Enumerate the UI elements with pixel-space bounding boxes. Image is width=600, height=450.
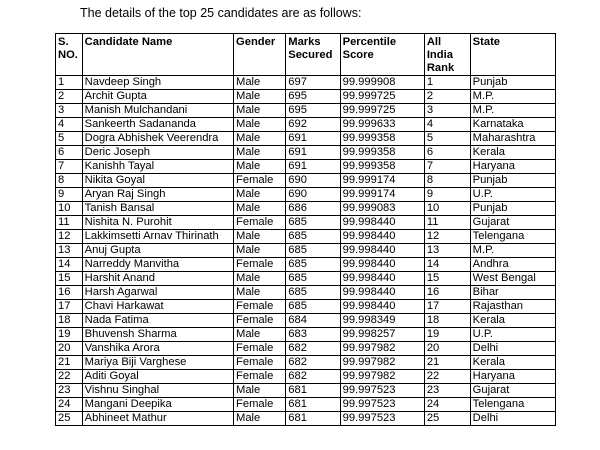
cell-marks: 695 — [286, 90, 340, 104]
cell-candidate-name: Lakkimsetti Arnav Thirinath — [82, 230, 233, 244]
cell-s-no: 6 — [56, 146, 83, 160]
cell-marks: 697 — [286, 76, 340, 90]
table-row — [56, 412, 556, 426]
cell-percentile: 99.999174 — [340, 188, 424, 202]
cell-marks: 683 — [286, 328, 340, 342]
cell-percentile: 99.999725 — [340, 104, 424, 118]
cell-state: M.P. — [470, 90, 555, 104]
cell-s-no: 20 — [56, 342, 83, 356]
cell-candidate-name: Narreddy Manvitha — [82, 258, 233, 272]
table-row — [56, 146, 556, 160]
cell-candidate-name: Manish Mulchandani — [82, 104, 233, 118]
table-row — [56, 244, 556, 258]
cell-s-no: 24 — [56, 398, 83, 412]
cell-s-no: 2 — [56, 90, 83, 104]
cell-s-no: 19 — [56, 328, 83, 342]
header-gender: Gender — [234, 34, 286, 76]
table-row — [56, 160, 556, 174]
cell-s-no: 16 — [56, 286, 83, 300]
cell-candidate-name: Mariya Biji Varghese — [82, 356, 233, 370]
cell-s-no: 17 — [56, 300, 83, 314]
cell-candidate-name: Aditi Goyal — [82, 370, 233, 384]
table-row — [56, 132, 556, 146]
cell-candidate-name: Anuj Gupta — [82, 244, 233, 258]
cell-marks: 691 — [286, 146, 340, 160]
cell-state: U.P. — [470, 188, 555, 202]
cell-s-no: 23 — [56, 384, 83, 398]
cell-rank: 17 — [424, 300, 470, 314]
cell-rank: 7 — [424, 160, 470, 174]
cell-marks: 685 — [286, 216, 340, 230]
cell-rank: 14 — [424, 258, 470, 272]
cell-s-no: 4 — [56, 118, 83, 132]
cell-percentile: 99.998440 — [340, 300, 424, 314]
cell-candidate-name: Tanish Bansal — [82, 202, 233, 216]
cell-marks: 685 — [286, 230, 340, 244]
cell-rank: 23 — [424, 384, 470, 398]
cell-marks: 681 — [286, 412, 340, 426]
cell-s-no: 18 — [56, 314, 83, 328]
cell-percentile: 99.999174 — [340, 174, 424, 188]
table-row — [56, 300, 556, 314]
table-row — [56, 174, 556, 188]
cell-gender: Male — [234, 412, 286, 426]
table-row — [56, 188, 556, 202]
cell-candidate-name: Navdeep Singh — [82, 76, 233, 90]
cell-marks: 686 — [286, 202, 340, 216]
cell-candidate-name: Mangani Deepika — [82, 398, 233, 412]
table-row — [56, 216, 556, 230]
cell-rank: 4 — [424, 118, 470, 132]
cell-state: Punjab — [470, 76, 555, 90]
table-row — [56, 370, 556, 384]
cell-marks: 690 — [286, 188, 340, 202]
cell-rank: 12 — [424, 230, 470, 244]
cell-s-no: 15 — [56, 272, 83, 286]
table-row — [56, 356, 556, 370]
cell-s-no: 8 — [56, 174, 83, 188]
cell-candidate-name: Dogra Abhishek Veerendra — [82, 132, 233, 146]
cell-rank: 3 — [424, 104, 470, 118]
cell-s-no: 12 — [56, 230, 83, 244]
cell-candidate-name: Abhineet Mathur — [82, 412, 233, 426]
cell-gender: Male — [234, 118, 286, 132]
cell-marks: 681 — [286, 384, 340, 398]
cell-s-no: 5 — [56, 132, 83, 146]
cell-marks: 691 — [286, 132, 340, 146]
cell-percentile: 99.997523 — [340, 398, 424, 412]
cell-state: Andhra — [470, 258, 555, 272]
cell-gender: Male — [234, 132, 286, 146]
cell-marks: 685 — [286, 286, 340, 300]
cell-candidate-name: Sankeerth Sadananda — [82, 118, 233, 132]
cell-rank: 2 — [424, 90, 470, 104]
cell-s-no: 14 — [56, 258, 83, 272]
cell-state: M.P. — [470, 104, 555, 118]
cell-s-no: 13 — [56, 244, 83, 258]
cell-rank: 11 — [424, 216, 470, 230]
cell-percentile: 99.999083 — [340, 202, 424, 216]
table-row — [56, 202, 556, 216]
cell-s-no: 9 — [56, 188, 83, 202]
cell-percentile: 99.999358 — [340, 160, 424, 174]
cell-state: Kerala — [470, 314, 555, 328]
cell-gender: Female — [234, 216, 286, 230]
cell-state: Gujarat — [470, 384, 555, 398]
table-row — [56, 342, 556, 356]
cell-percentile: 99.997982 — [340, 342, 424, 356]
cell-percentile: 99.999633 — [340, 118, 424, 132]
cell-rank: 10 — [424, 202, 470, 216]
cell-s-no: 10 — [56, 202, 83, 216]
cell-s-no: 25 — [56, 412, 83, 426]
cell-candidate-name: Kanishh Tayal — [82, 160, 233, 174]
cell-state: Delhi — [470, 342, 555, 356]
cell-state: Haryana — [470, 370, 555, 384]
cell-candidate-name: Vanshika Arora — [82, 342, 233, 356]
cell-state: Telengana — [470, 230, 555, 244]
cell-percentile: 99.997982 — [340, 370, 424, 384]
cell-marks: 685 — [286, 300, 340, 314]
cell-candidate-name: Nikita Goyal — [82, 174, 233, 188]
table-row — [56, 104, 556, 118]
cell-gender: Male — [234, 286, 286, 300]
cell-percentile: 99.998440 — [340, 216, 424, 230]
cell-rank: 19 — [424, 328, 470, 342]
cell-s-no: 7 — [56, 160, 83, 174]
cell-gender: Male — [234, 76, 286, 90]
intro-text: The details of the top 25 candidates are as follows: — [80, 6, 362, 20]
cell-gender: Female — [234, 174, 286, 188]
cell-gender: Male — [234, 328, 286, 342]
cell-state: Bihar — [470, 286, 555, 300]
cell-state: Punjab — [470, 202, 555, 216]
cell-percentile: 99.999725 — [340, 90, 424, 104]
cell-state: Delhi — [470, 412, 555, 426]
cell-rank: 22 — [424, 370, 470, 384]
cell-percentile: 99.998440 — [340, 230, 424, 244]
cell-state: Kerala — [470, 356, 555, 370]
cell-marks: 682 — [286, 370, 340, 384]
table-row — [56, 90, 556, 104]
cell-rank: 24 — [424, 398, 470, 412]
cell-marks: 682 — [286, 356, 340, 370]
cell-rank: 8 — [424, 174, 470, 188]
cell-percentile: 99.998440 — [340, 286, 424, 300]
cell-candidate-name: Chavi Harkawat — [82, 300, 233, 314]
table-row — [56, 314, 556, 328]
cell-rank: 25 — [424, 412, 470, 426]
cell-marks: 691 — [286, 160, 340, 174]
cell-percentile: 99.999358 — [340, 146, 424, 160]
cell-rank: 15 — [424, 272, 470, 286]
cell-state: Haryana — [470, 160, 555, 174]
cell-rank: 16 — [424, 286, 470, 300]
cell-percentile: 99.997982 — [340, 356, 424, 370]
cell-candidate-name: Nishita N. Purohit — [82, 216, 233, 230]
cell-rank: 18 — [424, 314, 470, 328]
header-state: State — [470, 34, 555, 76]
cell-rank: 6 — [424, 146, 470, 160]
cell-marks: 685 — [286, 258, 340, 272]
cell-percentile: 99.999358 — [340, 132, 424, 146]
cell-state: Gujarat — [470, 216, 555, 230]
cell-percentile: 99.998257 — [340, 328, 424, 342]
cell-marks: 681 — [286, 398, 340, 412]
cell-percentile: 99.997523 — [340, 384, 424, 398]
cell-gender: Male — [234, 230, 286, 244]
cell-state: West Bengal — [470, 272, 555, 286]
table-row — [56, 258, 556, 272]
cell-percentile: 99.998440 — [340, 258, 424, 272]
cell-state: Karnataka — [470, 118, 555, 132]
cell-marks: 692 — [286, 118, 340, 132]
cell-candidate-name: Vishnu Singhal — [82, 384, 233, 398]
table-row — [56, 230, 556, 244]
cell-gender: Female — [234, 356, 286, 370]
cell-gender: Male — [234, 104, 286, 118]
cell-rank: 5 — [424, 132, 470, 146]
cell-candidate-name: Bhuvensh Sharma — [82, 328, 233, 342]
cell-gender: Female — [234, 342, 286, 356]
cell-s-no: 3 — [56, 104, 83, 118]
cell-gender: Female — [234, 398, 286, 412]
cell-gender: Male — [234, 202, 286, 216]
cell-rank: 20 — [424, 342, 470, 356]
cell-gender: Male — [234, 90, 286, 104]
cell-gender: Male — [234, 188, 286, 202]
cell-gender: Male — [234, 146, 286, 160]
cell-s-no: 21 — [56, 356, 83, 370]
table-row — [56, 118, 556, 132]
cell-percentile: 99.998440 — [340, 272, 424, 286]
table-row — [56, 286, 556, 300]
table-row — [56, 76, 556, 90]
header-all-india-rank: All India Rank — [424, 34, 470, 76]
table-body — [56, 76, 556, 426]
cell-gender: Female — [234, 300, 286, 314]
cell-marks: 682 — [286, 342, 340, 356]
header-marks-secured: Marks Secured — [286, 34, 340, 76]
cell-state: Punjab — [470, 174, 555, 188]
cell-s-no: 11 — [56, 216, 83, 230]
cell-candidate-name: Nada Fatima — [82, 314, 233, 328]
cell-gender: Female — [234, 258, 286, 272]
cell-state: M.P. — [470, 244, 555, 258]
top-candidates-table — [55, 33, 556, 426]
cell-rank: 21 — [424, 356, 470, 370]
cell-marks: 690 — [286, 174, 340, 188]
cell-gender: Male — [234, 384, 286, 398]
cell-candidate-name: Aryan Raj Singh — [82, 188, 233, 202]
cell-state: Maharashtra — [470, 132, 555, 146]
cell-marks: 685 — [286, 244, 340, 258]
cell-percentile: 99.998440 — [340, 244, 424, 258]
cell-rank: 9 — [424, 188, 470, 202]
cell-s-no: 22 — [56, 370, 83, 384]
cell-candidate-name: Archit Gupta — [82, 90, 233, 104]
cell-rank: 13 — [424, 244, 470, 258]
cell-gender: Female — [234, 370, 286, 384]
cell-candidate-name: Deric Joseph — [82, 146, 233, 160]
cell-gender: Male — [234, 244, 286, 258]
cell-state: Kerala — [470, 146, 555, 160]
table-row — [56, 398, 556, 412]
cell-gender: Male — [234, 272, 286, 286]
cell-state: Rajasthan — [470, 300, 555, 314]
header-s-no: S. NO. — [56, 34, 83, 76]
cell-gender: Male — [234, 160, 286, 174]
cell-gender: Female — [234, 314, 286, 328]
cell-marks: 684 — [286, 314, 340, 328]
cell-state: U.P. — [470, 328, 555, 342]
header-percentile-score: Percentile Score — [340, 34, 424, 76]
table-row — [56, 272, 556, 286]
cell-candidate-name: Harsh Agarwal — [82, 286, 233, 300]
header-candidate-name: Candidate Name — [82, 34, 233, 76]
cell-candidate-name: Harshit Anand — [82, 272, 233, 286]
cell-state: Telengana — [470, 398, 555, 412]
cell-marks: 685 — [286, 272, 340, 286]
table-row — [56, 384, 556, 398]
cell-s-no: 1 — [56, 76, 83, 90]
cell-rank: 1 — [424, 76, 470, 90]
table-header-row — [56, 34, 556, 76]
cell-percentile: 99.999908 — [340, 76, 424, 90]
cell-marks: 695 — [286, 104, 340, 118]
cell-percentile: 99.998349 — [340, 314, 424, 328]
table-row — [56, 328, 556, 342]
cell-percentile: 99.997523 — [340, 412, 424, 426]
